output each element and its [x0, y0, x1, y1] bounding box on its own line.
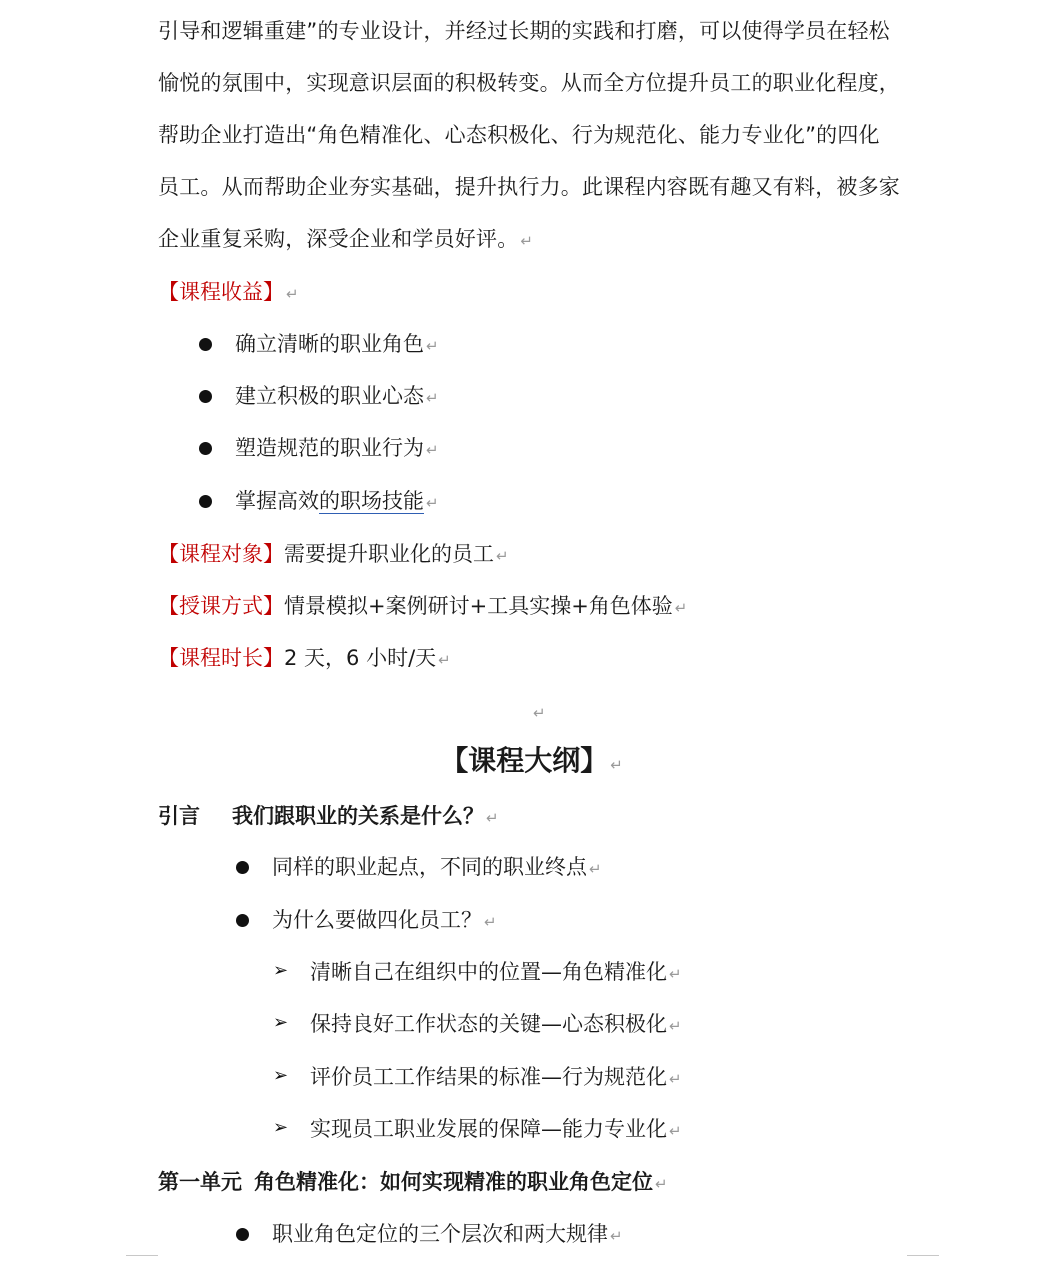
- outline-sub-item: 实现员工职业发展的保障—能力专业化 ↵: [310, 1117, 682, 1141]
- unit1-bullet: 职业角色定位的三个层次和两大规律 ↵: [272, 1222, 623, 1246]
- paragraph-mark: ↵: [426, 494, 439, 512]
- benefit-item: 确立清晰的职业角色 ↵: [235, 332, 439, 356]
- outline-sub-item: 清晰自己在组织中的位置—角色精准化 ↵: [310, 960, 682, 984]
- paragraph-mark: ↵: [589, 860, 602, 878]
- intro-line-2: 愉悦的氛围中，实现意识层面的积极转变。从而全方位提升员工的职业化程度，: [158, 71, 900, 95]
- outline-sub-item: 保持良好工作状态的关键—心态积极化 ↵: [310, 1012, 682, 1036]
- paragraph-mark: ↵: [426, 441, 439, 459]
- intro-line-4: 员工。从而帮助企业夯实基础，提升执行力。此课程内容既有趣又有料，被多家: [158, 175, 900, 199]
- benefit-item: 建立积极的职业心态 ↵: [235, 384, 439, 408]
- benefit-item: 掌握高效的职场技能 ↵: [235, 489, 439, 513]
- spellcheck-underline: 的职场技能: [319, 489, 424, 513]
- bullet-icon: [199, 442, 212, 455]
- bullet-icon: [236, 861, 249, 874]
- arrow-bullet-icon: ➢: [273, 1117, 289, 1138]
- paragraph-mark: ↵: [486, 809, 499, 827]
- paragraph-mark: ↵: [669, 1122, 682, 1140]
- duration-value: 2 天，6 小时/天: [284, 646, 437, 670]
- benefit-item: 塑造规范的职业行为 ↵: [235, 436, 439, 460]
- paragraph-mark: ↵: [674, 599, 688, 617]
- audience-row: [158, 539, 918, 571]
- outline-sub-item: 评价员工工作结果的标准—行为规范化 ↵: [310, 1065, 682, 1089]
- method-label: 【授课方式】: [158, 594, 284, 618]
- unit1-title: 角色精准化：如何实现精准的职业角色定位: [254, 1170, 653, 1194]
- paragraph-mark: ↵: [438, 651, 451, 669]
- paragraph-mark: ↵: [520, 232, 534, 250]
- bullet-icon: [199, 390, 212, 403]
- audience-value: 需要提升职业化的员工: [284, 542, 494, 566]
- arrow-bullet-icon: ➢: [273, 1012, 289, 1033]
- paragraph-mark: ↵: [610, 756, 623, 774]
- paragraph-mark: ↵: [655, 1175, 668, 1193]
- unit1-heading: [158, 1167, 918, 1199]
- intro-line-3: 帮助企业打造出“角色精准化、心态积极化、行为规范化、能力专业化”的四化: [158, 123, 880, 147]
- unit1-label: 第一单元: [158, 1170, 242, 1194]
- outline-intro-heading: [158, 801, 918, 833]
- intro-line-5: 企业重复采购，深受企业和学员好评。 ↵: [158, 227, 534, 251]
- arrow-bullet-icon: ➢: [273, 960, 289, 981]
- arrow-bullet-icon: ➢: [273, 1065, 289, 1086]
- paragraph-mark: ↵: [496, 547, 509, 565]
- paragraph-mark: ↵: [669, 965, 682, 983]
- paragraph-mark: ↵: [484, 913, 497, 931]
- paragraph-mark: ↵: [669, 1017, 682, 1035]
- paragraph-mark: ↵: [286, 285, 299, 303]
- empty-paragraph: [531, 696, 561, 728]
- outline-intro-title: 我们跟职业的关系是什么？: [232, 804, 484, 828]
- paragraph-mark: ↵: [669, 1070, 682, 1088]
- outline-intro-label: 引言: [158, 804, 200, 828]
- page-corner-mark-right: [907, 1255, 939, 1256]
- outline-bullet: 为什么要做四化员工？ ↵: [272, 908, 497, 932]
- paragraph-mark: ↵: [533, 704, 546, 722]
- method-value: 情景模拟+案例研讨+工具实操+角色体验: [284, 594, 673, 618]
- paragraph-mark: ↵: [610, 1227, 623, 1245]
- duration-label: 【课程时长】: [158, 646, 284, 670]
- bullet-icon: [236, 914, 249, 927]
- outline-title: 【课程大纲】 ↵: [440, 744, 623, 777]
- paragraph-mark: ↵: [426, 389, 439, 407]
- bullet-icon: [236, 1228, 249, 1241]
- intro-line-1: 引导和逻辑重建”的专业设计，并经过长期的实践和打磨，可以使得学员在轻松: [158, 19, 890, 43]
- paragraph-mark: ↵: [426, 337, 439, 355]
- method-row: [158, 591, 918, 623]
- audience-label: 【课程对象】: [158, 542, 284, 566]
- outline-bullet: 同样的职业起点，不同的职业终点 ↵: [272, 855, 602, 879]
- bullet-icon: [199, 495, 212, 508]
- duration-row: [158, 643, 918, 675]
- benefits-heading: 【课程收益】 ↵: [158, 280, 299, 304]
- bullet-icon: [199, 338, 212, 351]
- page-corner-mark-left: [126, 1255, 158, 1256]
